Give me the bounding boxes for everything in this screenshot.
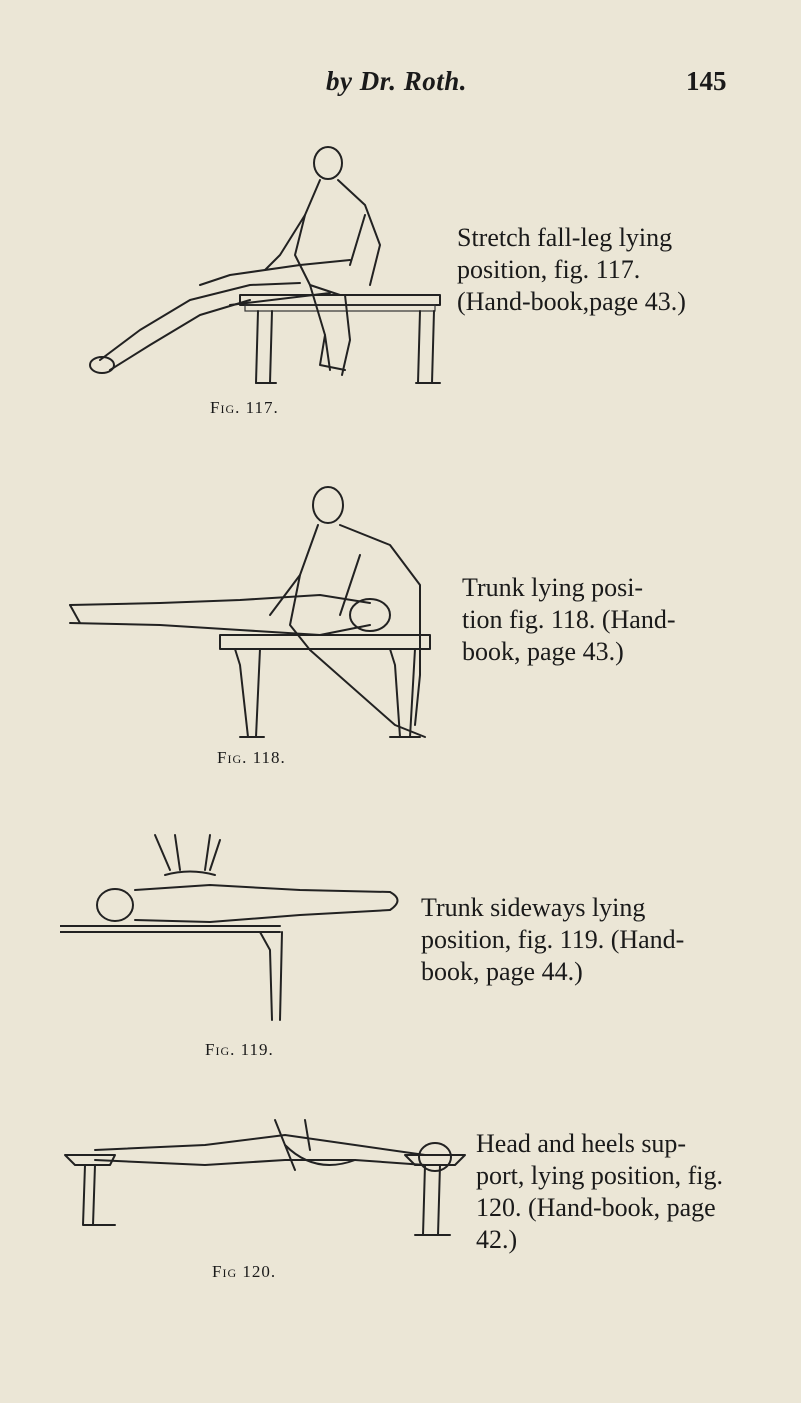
running-header-author: by Dr. Roth. (326, 66, 468, 96)
caption-line: 120. (Hand-book, page (476, 1193, 716, 1222)
figure-119-illustration (60, 830, 420, 1030)
figure-119-caption (421, 892, 684, 988)
caption-line: 42.) (476, 1225, 518, 1254)
caption-line: port, lying position, fig. (476, 1161, 723, 1190)
figure-117-label: Fig. 117. (210, 398, 279, 417)
page-number: 145 (686, 66, 727, 96)
caption-line: tion fig. 118. (Hand- (462, 605, 676, 634)
figure-120-label: Fig 120. (212, 1262, 277, 1281)
figure-118-illustration (60, 475, 460, 745)
caption-line: book, page 44.) (421, 957, 583, 986)
figure-120-caption (476, 1128, 723, 1256)
figure-117-illustration (80, 135, 460, 385)
caption-line: (Hand-book,page 43.) (457, 287, 686, 316)
caption-line: position, fig. 117. (457, 255, 641, 284)
figure-119-label: Fig. 119. (205, 1040, 274, 1059)
caption-line: Stretch fall-leg lying (457, 223, 673, 252)
figure-118-label: Fig. 118. (217, 748, 286, 767)
caption-line: position, fig. 119. (Hand- (421, 925, 685, 954)
caption-line: book, page 43.) (462, 637, 624, 666)
figure-120-illustration (55, 1115, 475, 1315)
figure-118-caption (462, 572, 676, 668)
figure-117-caption (457, 222, 686, 318)
caption-line: Trunk sideways lying (421, 893, 646, 922)
caption-line: Head and heels sup- (476, 1129, 687, 1158)
caption-line: Trunk lying posi- (462, 573, 644, 602)
